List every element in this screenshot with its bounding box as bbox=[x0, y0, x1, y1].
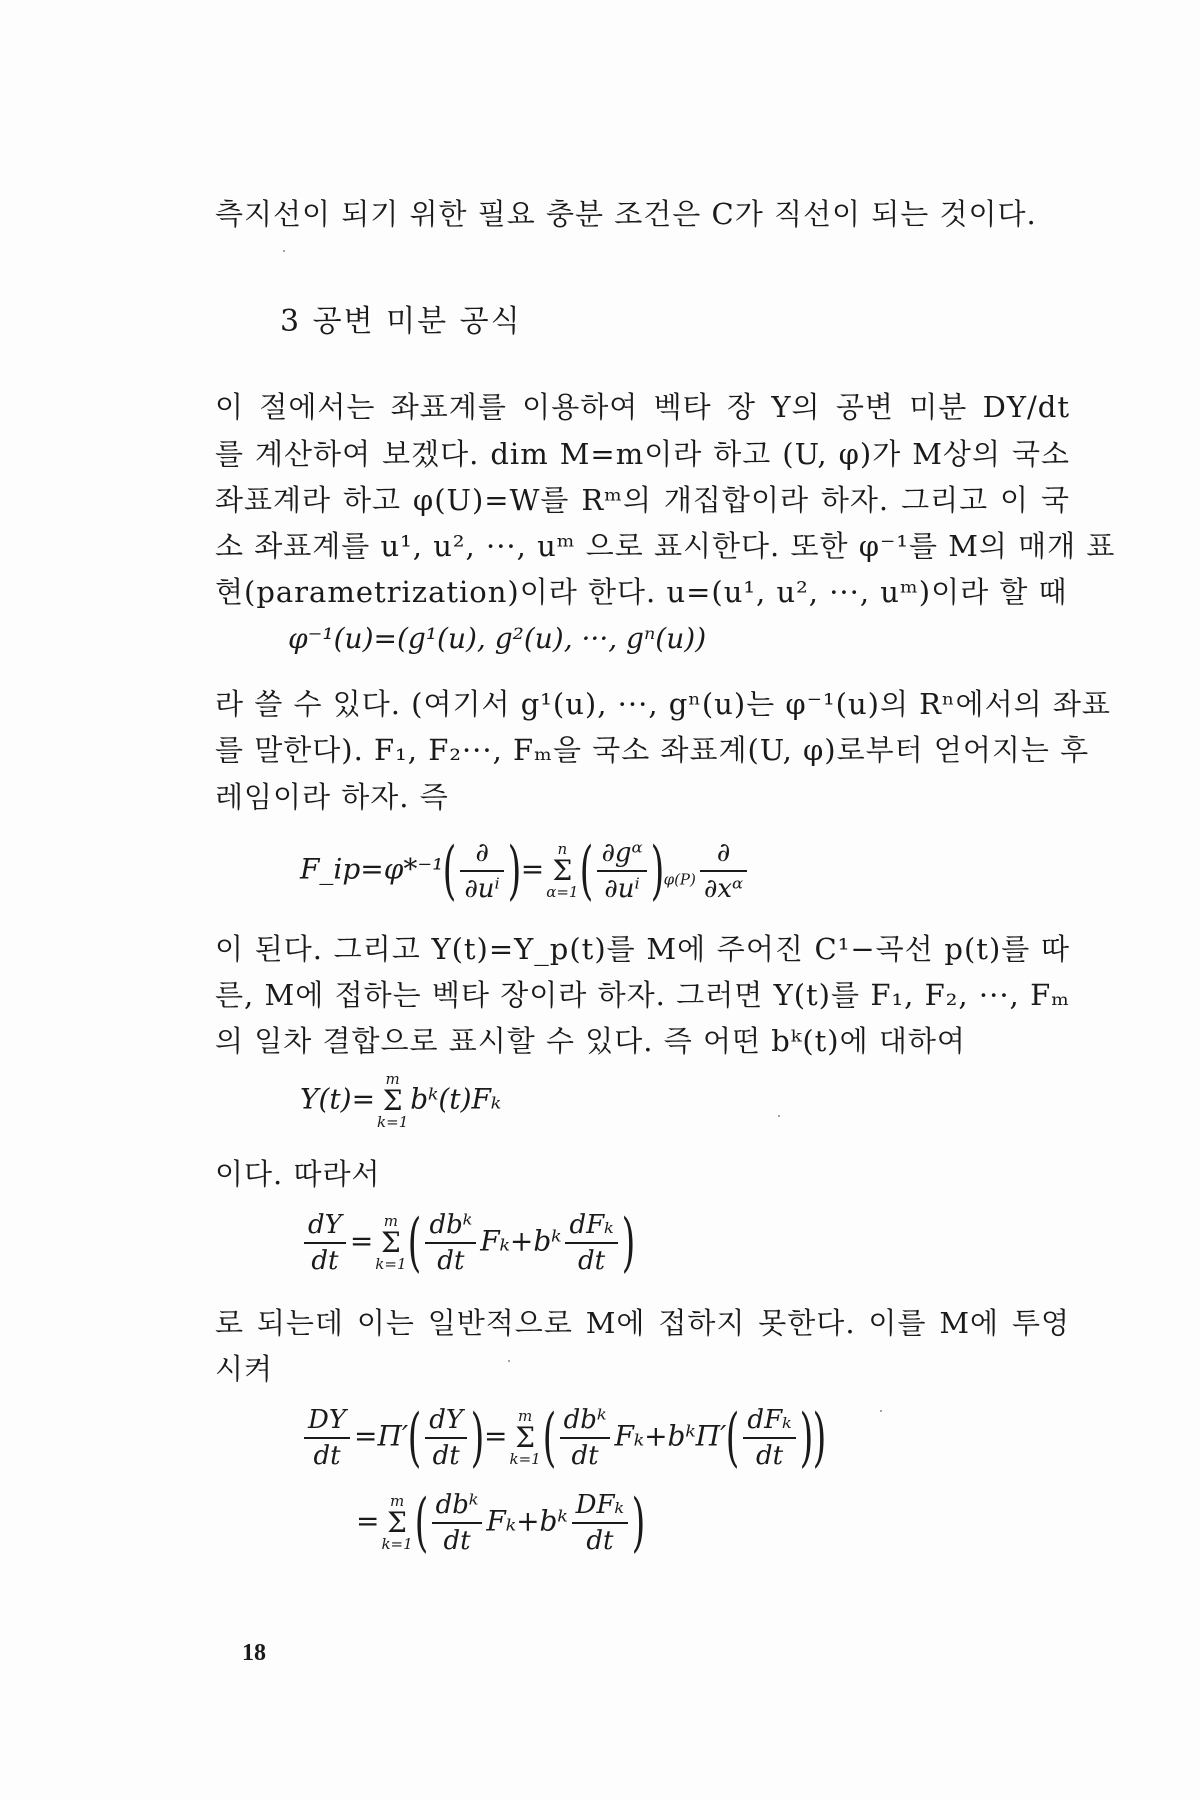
left-paren: ( bbox=[726, 1401, 740, 1475]
right-paren: ) bbox=[470, 1401, 485, 1475]
y-rhs: bᵏ(t)Fₖ bbox=[410, 1082, 502, 1116]
right-paren: ) bbox=[507, 834, 522, 908]
scan-speck bbox=[778, 1115, 780, 1117]
summation bbox=[377, 1072, 408, 1130]
denominator: ∂xᵅ bbox=[703, 874, 744, 904]
denominator: dt bbox=[578, 1246, 606, 1276]
fraction bbox=[460, 838, 503, 904]
text-line-8: 를 말한다). F₁, F₂···, Fₘ을 국소 좌표계(U, φ)로부터 얻어지는 후 bbox=[215, 733, 1090, 767]
equals-sign: = bbox=[356, 1504, 380, 1538]
equals-sign: = bbox=[349, 1224, 374, 1258]
sigma-symbol: Σ bbox=[380, 1226, 401, 1259]
sum-lower: k=1 bbox=[375, 1255, 407, 1273]
page-number: 18 bbox=[242, 1640, 266, 1666]
subscript: φ(P) bbox=[663, 870, 696, 889]
frame-lhs: F_ip=φ*⁻¹ bbox=[300, 852, 444, 886]
numerator: dFₖ bbox=[743, 1405, 795, 1439]
numerator: ∂gᵅ bbox=[597, 838, 646, 872]
equation-covariant-derivative bbox=[300, 1401, 826, 1475]
summation bbox=[546, 842, 578, 900]
text-line-10: 이 된다. 그리고 Y(t)=Y_p(t)를 M에 주어진 C¹−곡선 p(t)를 따 bbox=[215, 932, 1070, 966]
sum-upper: n bbox=[557, 840, 568, 858]
denominator: dt bbox=[443, 1526, 471, 1556]
fraction bbox=[597, 838, 646, 904]
projection-operator: =Π′ bbox=[354, 1419, 409, 1453]
denominator: dt bbox=[755, 1441, 784, 1471]
middle-term: Fₖ+bᵏ bbox=[480, 1224, 562, 1258]
denominator: dt bbox=[586, 1526, 614, 1556]
left-paren: ( bbox=[443, 834, 457, 908]
denominator: ∂uⁱ bbox=[604, 874, 640, 904]
scan-speck bbox=[508, 1360, 510, 1362]
numerator: DFₖ bbox=[572, 1490, 628, 1524]
scan-speck bbox=[880, 1410, 882, 1412]
text-line-4: 좌표계라 하고 φ(U)=W를 Rᵐ의 개집합이라 하자. 그리고 이 국 bbox=[215, 483, 1070, 517]
equals-sign: = bbox=[520, 852, 545, 886]
text-line-12: 의 일차 결합으로 표시할 수 있다. 즉 어떤 bᵏ(t)에 대하여 bbox=[215, 1024, 966, 1058]
left-paren: ( bbox=[414, 1486, 429, 1560]
text-line-14: 로 되는데 이는 일반적으로 M에 접하지 못한다. 이를 M에 투영 bbox=[215, 1306, 1070, 1340]
text-line-2: 이 절에서는 좌표계를 이용하여 벡타 장 Y의 공변 미분 DY/dt bbox=[215, 390, 1070, 424]
middle-term: Fₖ+bᵏΠ′ bbox=[614, 1419, 727, 1453]
numerator: dbᵏ bbox=[432, 1490, 483, 1524]
fraction bbox=[304, 1210, 346, 1276]
right-paren: ) bbox=[812, 1401, 826, 1475]
text-line-3: 를 계산하여 보겠다. dim M=m이라 하고 (U, φ)가 M상의 국소 bbox=[215, 437, 1070, 471]
fraction bbox=[432, 1490, 483, 1556]
text-line-9: 레임이라 하자. 즉 bbox=[215, 780, 449, 814]
numerator: dbᵏ bbox=[560, 1405, 611, 1439]
fraction bbox=[565, 1210, 617, 1276]
left-paren: ( bbox=[542, 1401, 557, 1475]
text-line-6: 현(parametrization)이라 한다. u=(u¹, u², ···, uᵐ)이라 할 때 bbox=[215, 575, 1068, 609]
text-line-7: 라 쓸 수 있다. (여기서 g¹(u), ···, gⁿ(u)는 φ⁻¹(u)의 Rⁿ에서의 좌표 bbox=[215, 687, 1111, 721]
left-paren: ( bbox=[580, 834, 594, 908]
sigma-symbol: Σ bbox=[552, 854, 573, 887]
numerator: ∂ bbox=[460, 838, 503, 872]
equation-parametrization: φ⁻¹(u)=(g¹(u), g²(u), ···, gⁿ(u)) bbox=[288, 622, 707, 655]
sigma-symbol: Σ bbox=[515, 1421, 535, 1454]
numerator: ∂ bbox=[700, 838, 747, 872]
left-paren: ( bbox=[408, 1206, 422, 1280]
left-paren: ( bbox=[407, 1401, 422, 1475]
fraction bbox=[560, 1405, 611, 1471]
right-paren: ) bbox=[631, 1486, 646, 1560]
fraction bbox=[304, 1405, 350, 1471]
summation bbox=[381, 1494, 412, 1552]
sum-lower: k=1 bbox=[377, 1113, 409, 1131]
sum-upper: m bbox=[517, 1407, 533, 1425]
text-line-13: 이다. 따라서 bbox=[215, 1157, 381, 1191]
right-paren: ) bbox=[621, 1206, 636, 1280]
sum-upper: m bbox=[383, 1212, 398, 1230]
fraction bbox=[743, 1405, 795, 1471]
denominator: dt bbox=[437, 1246, 465, 1276]
equation-covariant-derivative-result bbox=[356, 1486, 646, 1560]
sum-lower: k=1 bbox=[509, 1450, 541, 1468]
numerator: DY bbox=[304, 1405, 350, 1439]
sum-upper: m bbox=[385, 1070, 400, 1088]
summation bbox=[509, 1409, 540, 1467]
section-heading: 3 공변 미분 공식 bbox=[280, 304, 522, 339]
fraction bbox=[425, 1405, 467, 1471]
equation-frame bbox=[300, 834, 751, 908]
sigma-symbol: Σ bbox=[382, 1084, 403, 1117]
text-line-1: 측지선이 되기 위한 필요 충분 조건은 C가 직선이 되는 것이다. bbox=[215, 197, 1037, 231]
sum-upper: m bbox=[389, 1492, 405, 1510]
text-line-5: 소 좌표계를 u¹, u², ···, uᵐ 으로 표시한다. 또한 φ⁻¹를 M의 매개 표 bbox=[215, 529, 1116, 563]
fraction bbox=[572, 1490, 628, 1556]
equation-derivative bbox=[300, 1206, 636, 1280]
y-lhs: Y(t)= bbox=[300, 1082, 376, 1116]
denominator: dt bbox=[311, 1246, 339, 1276]
fraction bbox=[700, 838, 747, 904]
right-paren: ) bbox=[799, 1401, 813, 1475]
denominator: dt bbox=[313, 1441, 341, 1471]
denominator: ∂uⁱ bbox=[464, 874, 500, 904]
text-line-11: 른, M에 접하는 벡타 장이라 하자. 그러면 Y(t)를 F₁, F₂, ···, Fₘ bbox=[215, 978, 1070, 1012]
denominator: dt bbox=[571, 1441, 599, 1471]
text-line-15: 시켜 bbox=[215, 1352, 274, 1386]
sigma-symbol: Σ bbox=[387, 1506, 407, 1539]
sum-lower: k=1 bbox=[381, 1535, 413, 1553]
right-paren: ) bbox=[650, 834, 664, 908]
numerator: dFₖ bbox=[565, 1210, 617, 1244]
middle-term: Fₖ+bᵏ bbox=[486, 1504, 568, 1538]
scan-speck bbox=[283, 250, 285, 252]
numerator: dbᵏ bbox=[425, 1210, 476, 1244]
equation-y-expansion bbox=[300, 1072, 501, 1130]
equals-sign: = bbox=[484, 1419, 508, 1453]
summation bbox=[375, 1214, 406, 1272]
numerator: dY bbox=[425, 1405, 467, 1439]
sum-lower: α=1 bbox=[546, 883, 579, 901]
fraction bbox=[425, 1210, 476, 1276]
numerator: dY bbox=[304, 1210, 346, 1244]
denominator: dt bbox=[432, 1441, 460, 1471]
